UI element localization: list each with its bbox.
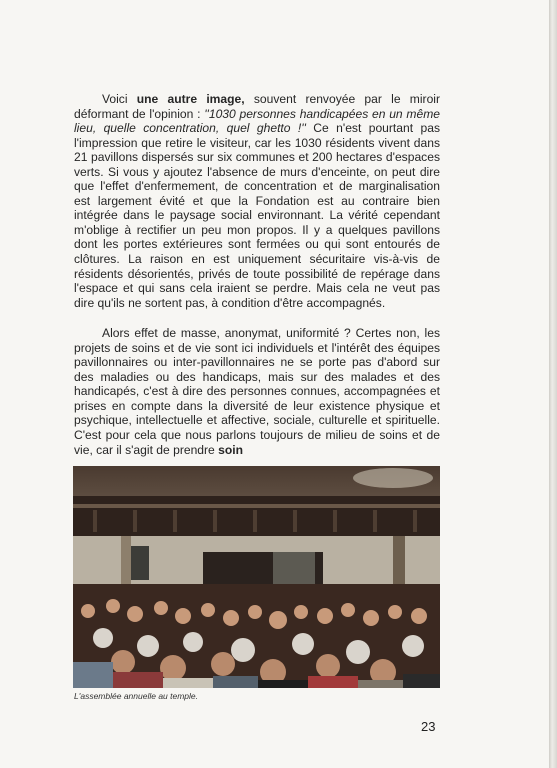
italic-quote: ''1030 personnes handicapées en un même lieu, quelle concentration, quel ghetto !'': [74, 106, 440, 136]
text-run: Voici: [102, 92, 137, 106]
assembly-photo-illustration: [73, 466, 440, 688]
page-edge: [549, 0, 557, 768]
paragraph-2: [74, 326, 440, 457]
text-run: Alors effet de masse, anonymat, uniformité ? Certes non, les projets de soins et de vie sont ici individuels et l'intérêt des équipes pavillonnaires ou inter-pavillonnaires ne se porte pas d'abord sur des maladies ou des handicaps, mais sur des malades et des handicapés, c'est à dire des personnes connues, accompagnées et prises en compte dans la diversité de leur existence physique et psychique, intellectuelle et affective, sociale, culturelle et spirituelle. C'est pour cela que nous parlons toujours de milieu de soins et de vie, car il s'agit de prendre: [74, 326, 440, 457]
bold-phrase: une autre image,: [136, 92, 245, 106]
bold-word: soin: [218, 442, 244, 457]
assembly-photo: [73, 466, 440, 688]
text-run: souvent renvoyée par le miroir déformant de l'opinion :: [74, 92, 441, 121]
paragraph-1: [74, 92, 440, 310]
body-text: [74, 92, 440, 457]
text-run: Ce n'est pourtant pas l'impression que retire le visiteur, car les 1030 résidents vivent dans 21 pavillons dispersés sur six communes et 200 hectares d'espaces verts. Si vous y ajoutez l'absence de murs d'enceinte, on peut dire que l'effet d'enfermement, de concentration et de marginalisation est largement évité et que la Fondation est au contraire bien intégrée dans le paysage social environnant. La vérité cependant m'oblige à rectifier un peu mon propos. Il y a quelques pavillons dont les portes extérieures sont fermées ou qui sont entourés de clôtures. La raison en est uniquement sécuritaire vis-à-vis de résidents désorientés, privés de toute possibilité de repérage dans l'espace et qui sans cela iraient se perdre. Mais cela ne veut pas dire qu'ils ne sortent pas, à condition d'être accompagnés.: [74, 121, 441, 310]
photo-caption: L'assemblée annuelle au temple.: [74, 691, 199, 701]
page-number: 23: [421, 719, 436, 734]
